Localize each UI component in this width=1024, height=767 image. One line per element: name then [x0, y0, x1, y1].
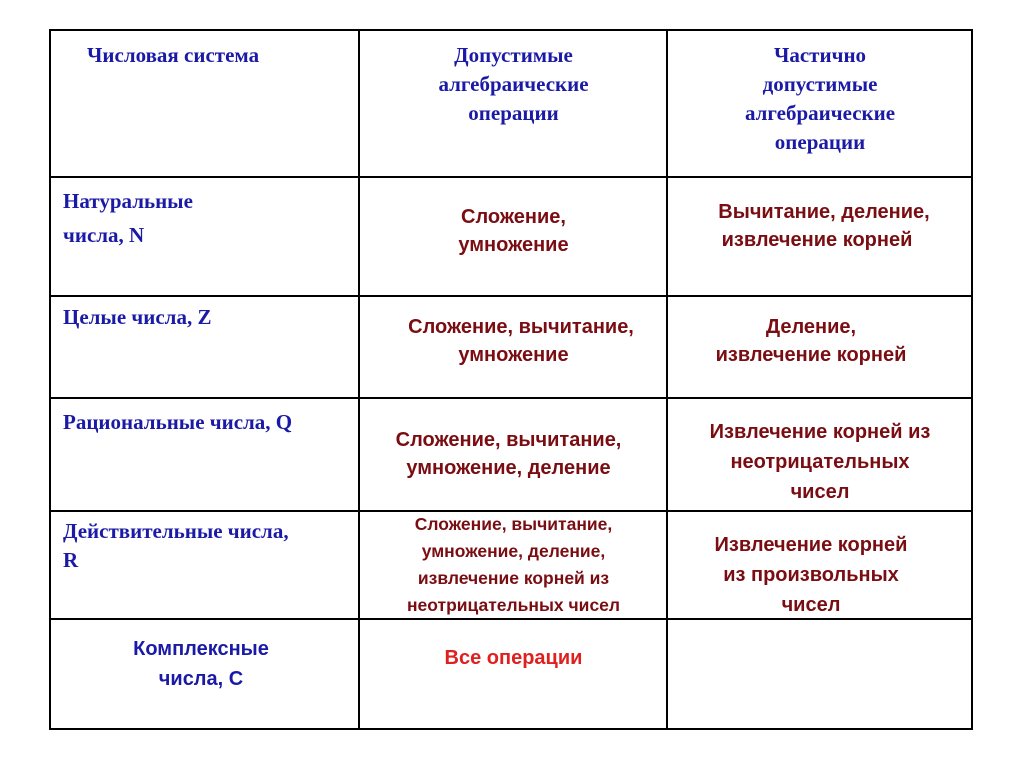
- partial-line: извлечение корней: [715, 344, 907, 366]
- allowed-line: умножение: [458, 344, 569, 366]
- allowed-line: неотрицательных чисел: [406, 595, 621, 615]
- partial-line: Вычитание, деление,: [718, 201, 930, 223]
- partial-line: извлечение корней: [721, 229, 913, 251]
- allowed-line: Сложение,: [461, 206, 566, 228]
- header-partial-line: алгебраические: [744, 101, 896, 125]
- allowed-integers: [361, 313, 666, 369]
- partial-integers: [669, 313, 971, 369]
- system-line: Действительные числа,: [63, 519, 289, 543]
- system-reals: [63, 517, 353, 575]
- system-line: Комплексные: [133, 638, 269, 660]
- allowed-complex: [361, 644, 666, 672]
- partial-line: из произвольных: [723, 564, 899, 586]
- header-number-system: [87, 41, 347, 70]
- header-allowed-line: Допустимые: [454, 43, 573, 67]
- number-systems-table: [49, 29, 973, 730]
- header-partial-line: операции: [774, 130, 866, 154]
- partial-line: неотрицательных: [730, 451, 910, 473]
- header-allowed-line: алгебраические: [438, 72, 589, 96]
- partial-line: Извлечение корней из: [709, 421, 931, 443]
- allowed-line: умножение, деление: [406, 457, 611, 479]
- allowed-line: Сложение, вычитание,: [414, 514, 613, 534]
- allowed-reals: [361, 511, 666, 619]
- header-allowed-operations: [361, 41, 666, 128]
- allowed-rationals: [351, 426, 666, 482]
- allowed-line: Все операции: [444, 647, 583, 669]
- row-divider: [51, 295, 971, 297]
- row-divider: [51, 176, 971, 178]
- system-line: числа, С: [158, 668, 244, 690]
- partial-line: Деление,: [765, 316, 857, 338]
- partial-reals: [669, 530, 971, 620]
- column-divider: [666, 31, 668, 728]
- system-line: Целые числа, Z: [63, 305, 212, 329]
- allowed-line: Сложение, вычитание,: [408, 316, 634, 338]
- system-line: R: [63, 548, 79, 572]
- allowed-natural: [361, 203, 666, 259]
- system-line: Рациональные числа, Q: [63, 410, 293, 434]
- system-integers: [63, 303, 353, 332]
- allowed-line: умножение: [458, 234, 569, 256]
- system-natural: [63, 184, 353, 252]
- system-line: числа, N: [63, 223, 145, 247]
- row-divider: [51, 397, 971, 399]
- partial-line: чисел: [781, 594, 841, 616]
- header-number-system-label: Числовая система: [87, 43, 260, 67]
- partial-rationals: [669, 417, 971, 507]
- header-partial-line: Частично: [773, 43, 867, 67]
- allowed-line: Сложение, вычитание,: [395, 429, 622, 451]
- system-complex: [71, 634, 331, 694]
- header-partial-line: допустимые: [762, 72, 878, 96]
- column-divider: [358, 31, 360, 728]
- system-line: Натуральные: [63, 189, 193, 213]
- partial-line: чисел: [790, 481, 850, 503]
- partial-natural: [669, 198, 971, 254]
- system-rationals: [63, 408, 363, 437]
- header-partial-operations: [669, 41, 971, 157]
- partial-line: Извлечение корней: [714, 534, 908, 556]
- allowed-line: умножение, деление,: [421, 541, 606, 561]
- header-allowed-line: операции: [468, 101, 559, 125]
- allowed-line: извлечение корней из: [417, 568, 610, 588]
